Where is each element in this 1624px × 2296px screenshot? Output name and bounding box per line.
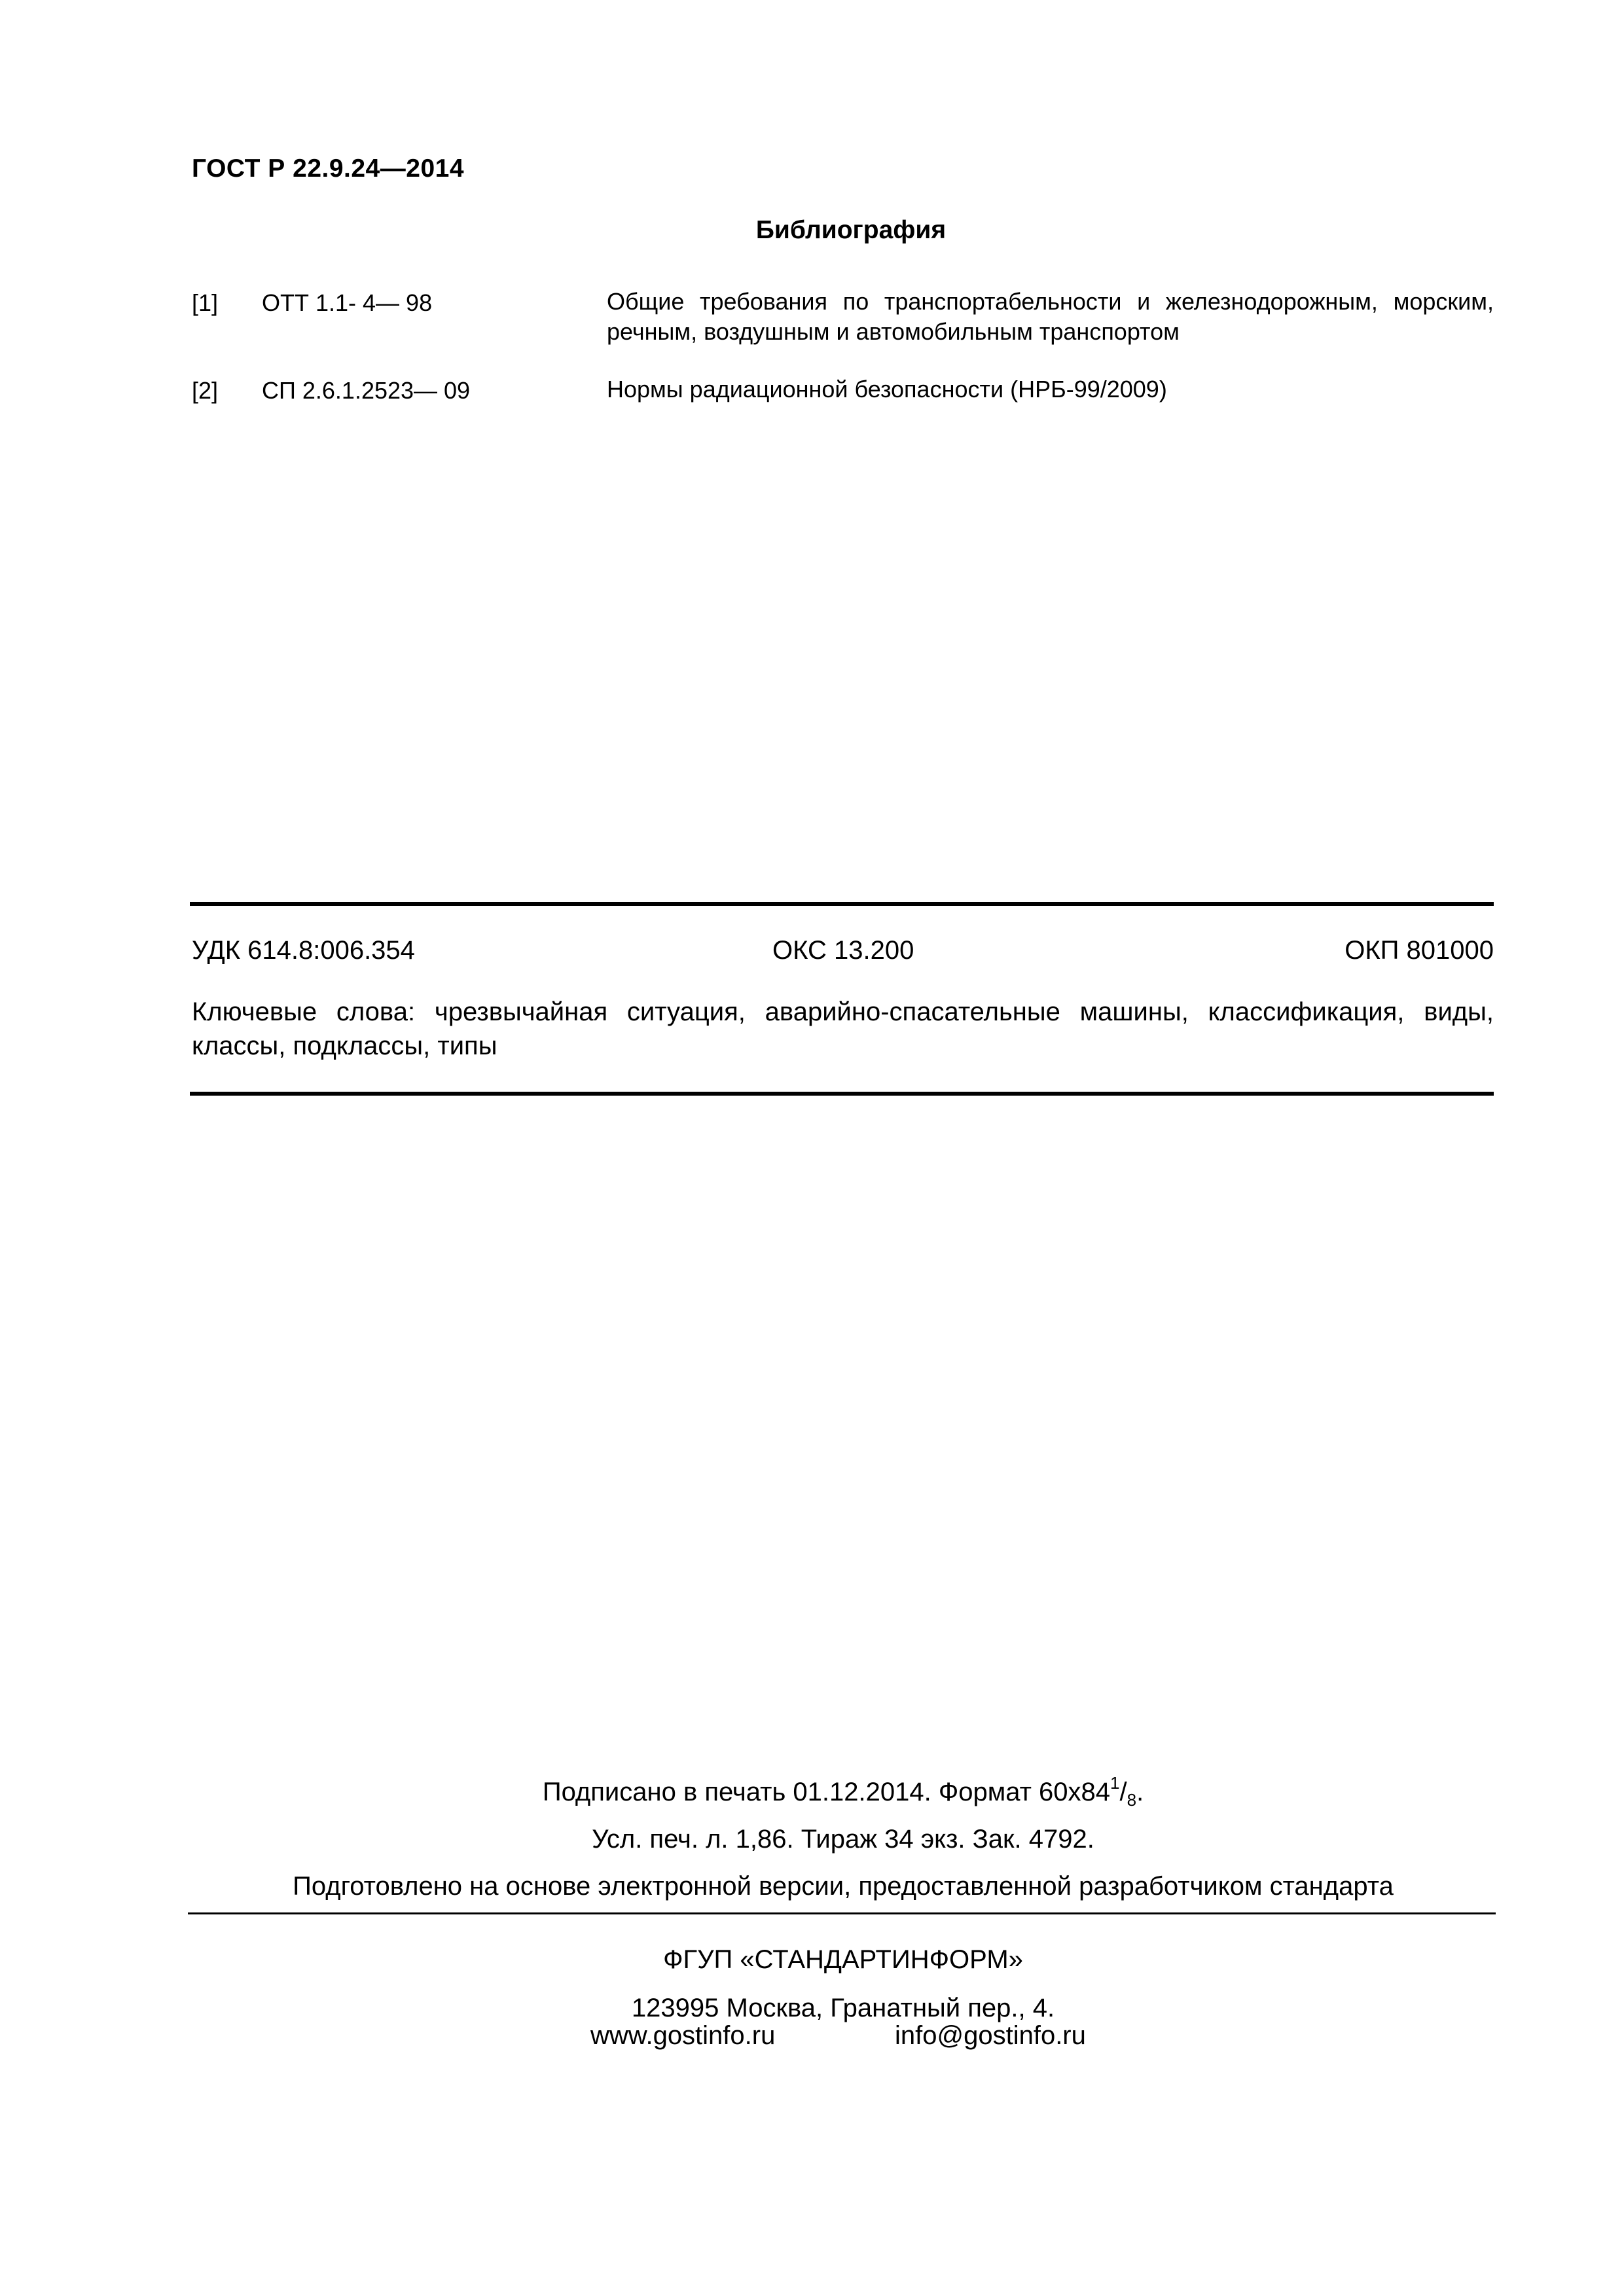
prepared-note: Подготовлено на основе электронной версии, предоставленной разработчиком стандарта <box>293 1872 1394 1901</box>
email-link[interactable]: info@gostinfo.ru <box>895 2021 1086 2050</box>
bibliography-entry-number: [2] <box>192 377 219 404</box>
bibliography-title: Библиография <box>755 216 947 244</box>
udk-code: УДК 614.8:006.354 <box>192 936 415 965</box>
print-info: Усл. печ. л. 1,86. Тираж 34 экз. Зак. 4792. <box>592 1825 1094 1854</box>
document-id: ГОСТ Р 22.9.24—2014 <box>192 154 465 183</box>
format-superscript: 1 <box>1110 1773 1120 1793</box>
bibliography-entry-code: ОТТ 1.1- 4— 98 <box>262 289 433 316</box>
format-subscript: 8 <box>1127 1790 1137 1810</box>
signed-for-print-text: Подписано в печать 01.12.2014. Формат 60х84 <box>542 1778 1110 1806</box>
website-link[interactable]: www.gostinfo.ru <box>590 2021 776 2050</box>
signed-for-print <box>0 1773 1624 1810</box>
keywords: Ключевые слова: чрезвычайная ситуация, аварийно-спасательные машины, классификация, виды, классы, подклассы, типы <box>192 997 1494 1060</box>
classification-top-rule <box>190 902 1494 906</box>
signed-for-print-end: . <box>1136 1778 1144 1806</box>
bibliography-entry-code: СП 2.6.1.2523— 09 <box>262 377 471 404</box>
oks-code: ОКС 13.200 <box>772 936 914 965</box>
format-slash: / <box>1119 1778 1127 1806</box>
imprint-divider <box>188 1912 1496 1914</box>
bibliography-entry-text: Нормы радиационной безопасности (НРБ-99/2009) <box>607 376 1167 403</box>
publisher-name: ФГУП «СТАНДАРТИНФОРМ» <box>663 1945 1023 1974</box>
classification-bottom-rule <box>190 1092 1494 1096</box>
okp-code: ОКП 801000 <box>1344 936 1494 965</box>
publisher-address: 123995 Москва, Гранатный пер., 4. <box>631 1994 1055 2022</box>
bibliography-entry-text: Общие требования по транспортабельности и железнодорожным, морским, речным, воздушным и автомобильным транспортом <box>607 288 1494 345</box>
bibliography-entry-number: [1] <box>192 289 219 316</box>
